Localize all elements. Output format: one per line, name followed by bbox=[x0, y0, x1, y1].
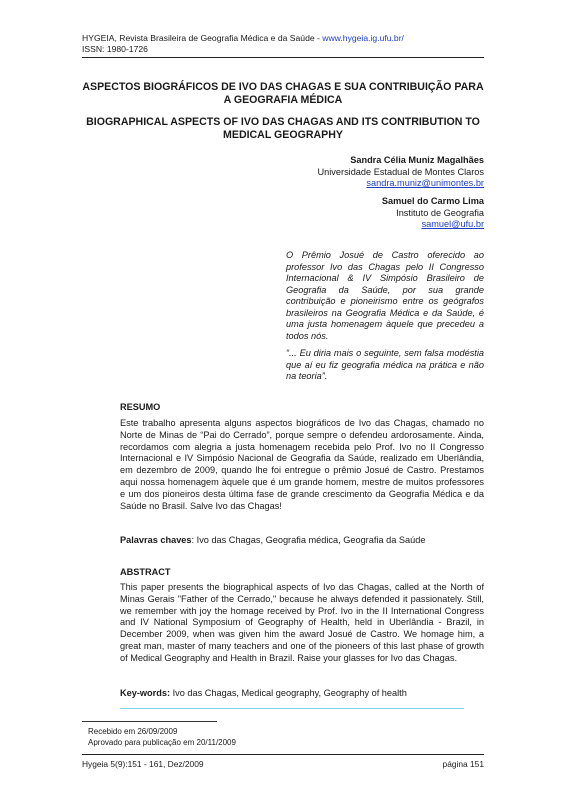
title-portuguese: ASPECTOS BIOGRÁFICOS DE IVO DAS CHAGAS E SUA CONTRIBUIÇÃO PARA A GEOGRAFIA MÉDICA bbox=[82, 81, 484, 106]
epigraph bbox=[286, 250, 484, 389]
author-2 bbox=[382, 196, 484, 231]
page-number: página 151 bbox=[442, 759, 484, 769]
journal-name: HYGEIA, Revista Brasileira de Geografia Médica e da Saúde - bbox=[82, 33, 323, 43]
keywords-label: Palavras chaves bbox=[120, 535, 192, 545]
issn: ISSN: 1980-1726 bbox=[82, 44, 148, 54]
journal-url-link[interactable]: www.hygeia.ig.ufu.br/ bbox=[322, 33, 404, 43]
footer-citation: Hygeia 5(9):151 - 161, Dez/2009 bbox=[82, 759, 204, 769]
abstract-heading: ABSTRACT bbox=[120, 567, 171, 577]
epigraph-quote: “... Eu diria mais o seguinte, sem falsa modéstia que aí eu fiz geografia médica na prática e não na teoria”. bbox=[286, 348, 484, 381]
author-affiliation: Universidade Estadual de Montes Claros bbox=[317, 166, 484, 177]
abstract-keywords bbox=[120, 687, 484, 699]
footnote-received: Recebido em 26/09/2009 bbox=[88, 727, 178, 736]
author-name: Samuel do Carmo Lima bbox=[381, 196, 484, 206]
author-affiliation: Instituto de Geografia bbox=[396, 207, 484, 218]
author-email-link[interactable]: samuel@ufu.br bbox=[421, 219, 484, 229]
footnote-rule bbox=[82, 721, 217, 722]
section-divider bbox=[120, 708, 464, 709]
title-english: BIOGRAPHICAL ASPECTS OF IVO DAS CHAGAS AND ITS CONTRIBUTION TO MEDICAL GEOGRAPHY bbox=[86, 116, 480, 141]
footer-divider bbox=[82, 754, 484, 755]
resumo-heading: RESUMO bbox=[120, 402, 161, 412]
resumo-keywords bbox=[120, 534, 484, 546]
keywords-label: Key-words: bbox=[120, 688, 171, 698]
keywords-text: Ivo das Chagas, Medical geography, Geography of health bbox=[170, 688, 407, 698]
running-header bbox=[82, 33, 404, 55]
header-divider bbox=[82, 57, 484, 58]
abstract-text: This paper presents the biographical aspects of Ivo das Chagas, called at the North of Minas Gerais "Father of the Cerrado," because he always defended it passionately. Still, we remember with joy the homage received by Prof. Ivo in the II International Congress and IV National Symposium of Geography of Health, held in Uberlândia - Brazil, in December 2009, when was given him the award Josué de Castro. We homage him, a great man, master of many teachers and one of the pioneers of this last phase of growth of Medical Geography and Health in Brazil. Raise your glasses for Ivo das Chagas. bbox=[120, 582, 484, 663]
footnote-approved: Aprovado para publicação em 20/11/2009 bbox=[88, 738, 236, 747]
epigraph-paragraph: O Prêmio Josué de Castro oferecido ao professor Ivo das Chagas pelo II Congresso Internacional & IV Simpósio Brasileiro de Geografia da Saúde, por sua grande contribuição e pioneirismo entre os geógrafos brasileiros na Geografia Médica e da Saúde, é uma justa homenagem àquele que precedeu a todos nós. bbox=[286, 250, 484, 341]
author-email-link[interactable]: sandra.muniz@unimontes.br bbox=[366, 178, 484, 188]
author-1 bbox=[318, 155, 484, 190]
keywords-text: : Ivo das Chagas, Geografia médica, Geografia da Saúde bbox=[191, 535, 426, 545]
resumo-text: Este trabalho apresenta alguns aspectos biográficos de Ivo das Chagas, chamado no Norte de Minas de “Pai do Cerrado”, porque sempre o defendeu ardorosamente. Ainda, recordamos com alegria a justa homenagem recebida pelo Prof. Ivo no II Congresso Internacional e IV Simpósio Nacional de Geografia da Saúde, realizado em Uberlândia, em dezembro de 2009, quando lhe foi entregue o prêmio Josué de Castro. Prestamos aqui nossa homenagem àquele que é um grande homem, mestre de muitos professores e um dos pioneiros desta última fase de grande crescimento da Geografia Médica e da Saúde no Brasil. Salve Ivo das Chagas! bbox=[120, 418, 484, 511]
author-name: Sandra Célia Muniz Magalhães bbox=[350, 155, 484, 165]
